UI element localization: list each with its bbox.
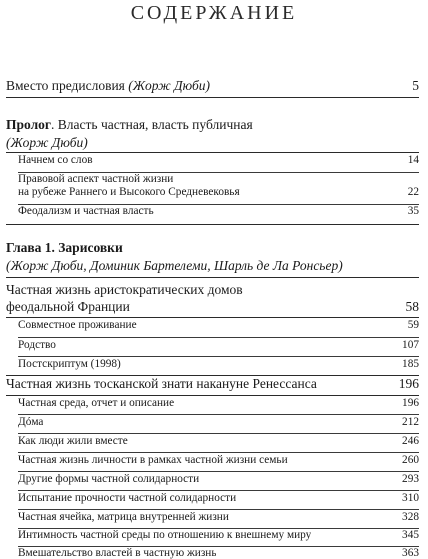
toc-entry-intro — [6, 78, 419, 94]
toc-subentry: Как люди жили вместе 246 — [18, 435, 419, 447]
entry-page: 107 — [402, 339, 419, 351]
divider — [6, 224, 419, 225]
entry-page: 260 — [402, 454, 419, 466]
divider — [6, 317, 419, 318]
chapter-title: Глава 1. Зарисовки — [6, 240, 123, 255]
entry-page: 5 — [412, 78, 419, 93]
entry-page: 185 — [402, 358, 419, 370]
divider — [6, 277, 419, 278]
toc-section-title: Частная жизнь аристократических домов — [6, 282, 243, 297]
divider — [18, 356, 419, 357]
toc-section: феодальной Франции 58 — [6, 299, 419, 314]
entry-page: 246 — [402, 435, 419, 447]
toc-subentry: Правовой аспект частной жизни — [18, 173, 174, 185]
divider — [18, 509, 419, 510]
entry-author: (Жорж Дюби) — [128, 78, 211, 93]
divider — [6, 395, 419, 396]
page-title: СОДЕРЖАНИЕ — [130, 2, 298, 24]
entry-page: 35 — [407, 205, 419, 217]
chapter-authors: (Жорж Дюби, Доминик Бартелеми, Шарль де Ла Ронсьер) — [6, 258, 343, 273]
toc-subentry: Вмешательство властей в частную жизнь 363 — [18, 547, 419, 559]
divider — [6, 152, 419, 153]
entry-page: 196 — [398, 376, 419, 391]
toc-subentry: Частная ячейка, матрица внутренней жизни 328 — [18, 511, 419, 523]
entry-page: 363 — [402, 547, 419, 559]
entry-page: 310 — [402, 492, 419, 504]
entry-page: 59 — [407, 319, 419, 331]
toc-subentry: Другие формы частной солидарности 293 — [18, 473, 419, 485]
toc-subentry: Испытание прочности частной солидарности 310 — [18, 492, 419, 504]
toc-subentry: Феодализм и частная власть 35 — [18, 205, 419, 217]
toc-chapter-1 — [6, 239, 419, 275]
toc-subentry-continued: на рубеже Раннего и Высокого Средневековья 22 — [18, 186, 419, 198]
prologue-label: Пролог — [6, 117, 52, 132]
toc-subentry: Дóма 212 — [18, 416, 419, 428]
entry-page: 345 — [402, 529, 419, 541]
entry-page: 58 — [405, 299, 419, 314]
divider — [18, 471, 419, 472]
prologue-title: . Власть частная, власть публичная — [51, 117, 253, 132]
divider — [6, 97, 419, 98]
toc-entry-prologue — [6, 116, 419, 152]
entry-page: 212 — [402, 416, 419, 428]
divider — [18, 337, 419, 338]
toc-subentry: Частная жизнь личности в рамках частной жизни семьи 260 — [18, 454, 419, 466]
entry-text: Вместо предисловия — [6, 78, 125, 93]
divider — [18, 433, 419, 434]
toc-subentry: Начнем со слов 14 — [18, 154, 419, 166]
toc-subentry: Частная среда, отчет и описание 196 — [18, 397, 419, 409]
entry-page: 22 — [407, 186, 419, 198]
toc-section: Частная жизнь тосканской знати накануне Ренессанса 196 — [6, 376, 419, 391]
entry-page: 14 — [407, 154, 419, 166]
entry-page: 196 — [402, 397, 419, 409]
prologue-author: (Жорж Дюби) — [6, 135, 88, 150]
divider — [18, 490, 419, 491]
entry-page: 328 — [402, 511, 419, 523]
toc-subentry: Совместное проживание 59 — [18, 319, 419, 331]
toc-subentry: Постскриптум (1998) 185 — [18, 358, 419, 370]
divider — [18, 452, 419, 453]
entry-page: 293 — [402, 473, 419, 485]
divider — [18, 414, 419, 415]
toc-subentry: Интимность частной среды по отношению к внешнему миру 345 — [18, 529, 419, 541]
toc-subentry: Родство 107 — [18, 339, 419, 351]
